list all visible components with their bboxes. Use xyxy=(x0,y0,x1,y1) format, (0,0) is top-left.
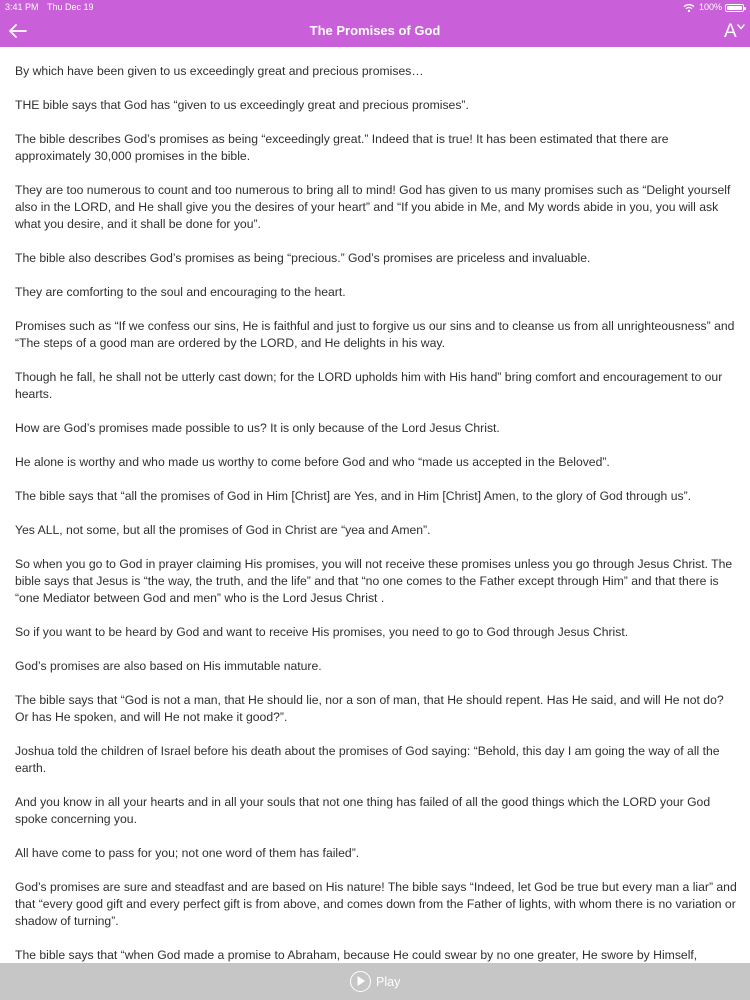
article-paragraph: God’s promises are sure and steadfast and are based on His nature! The bible says “Indeed, let God be true but every man a liar” and that “every good gift and every perfect gift is from above, and comes down from the Father of lights, with whom there is no variation or shadow of turning”. xyxy=(15,880,737,928)
navigation-bar xyxy=(0,15,750,47)
article-paragraph: God’s promises are also based on His immutable nature. xyxy=(15,659,322,673)
article-paragraph: Yes ALL, not some, but all the promises of God in Christ are “yea and Amen”. xyxy=(15,523,431,537)
play-button[interactable] xyxy=(350,970,400,993)
status-date: Thu Dec 19 xyxy=(47,2,94,12)
article-paragraph: The bible also describes God’s promises as being “precious.” God’s promises are priceless and invaluable. xyxy=(15,251,591,265)
article-paragraph: And you know in all your hearts and in all your souls that not one thing has failed of all the good things which the LORD your God spoke concerning you. xyxy=(15,795,711,826)
status-indicators xyxy=(683,0,744,15)
article-paragraph: He alone is worthy and who made us worthy to come before God and who “made us accepted in the Beloved”. xyxy=(15,455,610,469)
article-paragraph: They are too numerous to count and too numerous to bring all to mind! God has given to us many promises such as “Delight yourself also in the LORD, and He shall give you the desires of your heart” and “If you abide in Me, and My words abide in you, you will ask what you desire, and it shall be done for you”. xyxy=(15,183,731,231)
article-paragraph: By which have been given to us exceedingly great and precious promises… xyxy=(15,64,424,78)
page-title: The Promises of God xyxy=(309,23,441,38)
wifi-icon xyxy=(683,3,695,13)
article-paragraph: They are comforting to the soul and encouraging to the heart. xyxy=(15,285,346,299)
article-paragraph: How are God’s promises made possible to us? It is only because of the Lord Jesus Christ. xyxy=(15,421,500,435)
article-paragraph: So when you go to God in prayer claiming His promises, you will not receive these promises unless you go through Jesus Christ. The bible says that Jesus is “the way, the truth, and the life” and that “no one comes to the Father except through Him” and that there is “one Mediator between God and men” who is the Lord Jesus Christ . xyxy=(15,557,733,605)
battery-fill xyxy=(727,6,742,10)
article-paragraph: THE bible says that God has “given to us exceedingly great and precious promises”. xyxy=(15,98,469,112)
article-paragraph: The bible describes God’s promises as being “exceedingly great.” Indeed that is true! It has been estimated that there are approximately 30,000 promises in the bible. xyxy=(15,132,669,163)
player-bar xyxy=(0,963,750,1000)
battery-percentage: 100% xyxy=(698,2,722,12)
article-content xyxy=(15,47,737,963)
font-size-letter: A xyxy=(724,21,737,42)
font-size-button[interactable] xyxy=(720,18,746,44)
status-bar xyxy=(0,0,750,15)
battery-icon xyxy=(725,4,744,12)
article-paragraph: Though he fall, he shall not be utterly cast down; for the LORD upholds him with His hand” bring comfort and encouragement to our hearts. xyxy=(15,370,723,401)
article-paragraph: Joshua told the children of Israel before his death about the promises of God saying: “Behold, this day I am going the way of all the earth. xyxy=(15,744,720,775)
play-circle-icon xyxy=(350,971,371,992)
article-paragraph: The bible says that “all the promises of God in Him [Christ] are Yes, and in Him [Christ] Amen, to the glory of God through us”. xyxy=(15,489,692,503)
article-paragraph: Promises such as “If we confess our sins, He is faithful and just to forgive us our sins and to cleanse us from all unrighteousness” and “The steps of a good man are ordered by the LORD, and He delights in his way. xyxy=(15,319,735,350)
article-paragraph: The bible says that “when God made a promise to Abraham, because He could swear by no one greater, He swore by Himself, xyxy=(15,948,698,962)
chevron-down-icon xyxy=(737,24,745,30)
article-paragraph: The bible says that “God is not a man, that He should lie, nor a son of man, that He should repent. Has He said, and will He not do? Or has He spoken, and will He not make it good?”. xyxy=(15,693,724,724)
article-paragraph: So if you want to be heard by God and want to receive His promises, you need to go to God through Jesus Christ. xyxy=(15,625,629,639)
status-time: 3:41 PM xyxy=(5,2,39,12)
play-label: Play xyxy=(376,974,401,989)
article-paragraph: All have come to pass for you; not one word of them has failed”. xyxy=(15,846,360,860)
battery-tip xyxy=(744,7,746,10)
